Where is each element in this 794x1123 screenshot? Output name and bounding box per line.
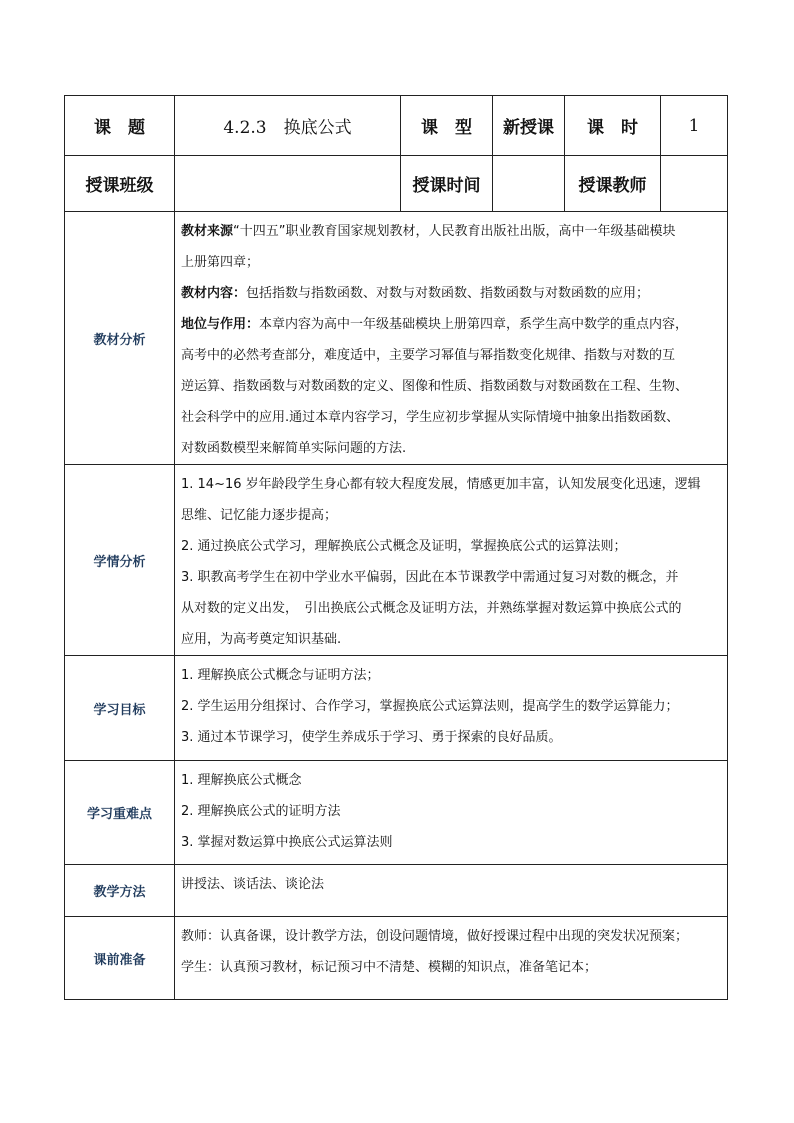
topic-label: 课 题 — [65, 96, 175, 156]
section-content-preparation — [175, 917, 728, 1000]
content-line: 2. 学生运用分组探讨、合作学习，掌握换底公式运算法则，提高学生的数学运算能力； — [181, 699, 679, 714]
content-line: 对数函数模型来解简单实际问题的方法. — [181, 441, 407, 456]
content-line: 2. 理解换底公式的证明方法 — [181, 804, 341, 819]
lesson-plan-table — [64, 95, 728, 1000]
content-line: 上册第四章； — [181, 255, 260, 270]
hours-label: 课 时 — [565, 96, 661, 156]
section-row-materials — [65, 212, 728, 465]
inline-heading: 教材来源 — [181, 224, 234, 239]
topic-value: 4.2.3 换底公式 — [175, 96, 401, 156]
content-line: 高考中的必然考查部分，难度适中，主要学习幂值与幂指数变化规律、指数与对数的互 — [181, 348, 676, 363]
section-row-methods — [65, 865, 728, 917]
content-line: 1. 14~16 岁年龄段学生身心都有较大程度发展，情感更加丰富，认知发展变化迅速，逻辑 — [181, 477, 701, 492]
type-label: 课 型 — [401, 96, 493, 156]
content-line: 逆运算、指数函数与对数函数的定义、图像和性质、指数函数与对数函数在工程、生物、 — [181, 379, 689, 394]
time-value — [493, 156, 565, 212]
content-line: 讲授法、谈话法、谈论法 — [181, 877, 325, 892]
time-label: 授课时间 — [401, 156, 493, 212]
header-row-1 — [65, 96, 728, 156]
content-line: 地位与作用：本章内容为高中一年级基础模块上册第四章，系学生高中数学的重点内容， — [181, 317, 689, 332]
content-line: 3. 职教高考学生在初中学业水平偏弱，因此在本节课教学中需通过复习对数的概念，并 — [181, 570, 679, 585]
content-line: 3. 通过本节课学习，使学生养成乐于学习、勇于探索的良好品质。 — [181, 730, 562, 745]
section-content-materials — [175, 212, 728, 465]
class-label: 授课班级 — [65, 156, 175, 212]
teacher-value — [661, 156, 728, 212]
section-label-key-points: 学习重难点 — [65, 761, 175, 865]
section-row-key-points — [65, 761, 728, 865]
section-row-goals — [65, 656, 728, 761]
content-line: 应用，为高考奠定知识基础. — [181, 632, 342, 647]
section-row-preparation — [65, 917, 728, 1000]
inline-heading: 教材内容： — [181, 286, 247, 301]
section-content-key-points — [175, 761, 728, 865]
content-line: 学生：认真预习教材，标记预习中不清楚、模糊的知识点，准备笔记本； — [181, 960, 598, 975]
section-label-methods: 教学方法 — [65, 865, 175, 917]
hours-value: 1 — [661, 96, 728, 156]
section-label-preparation: 课前准备 — [65, 917, 175, 1000]
section-content-methods — [175, 865, 728, 917]
content-line: 1. 理解换底公式概念与证明方法； — [181, 668, 380, 683]
content-line: 教师：认真备课，设计教学方法，创设问题情境，做好授课过程中出现的突发状况预案； — [181, 929, 689, 944]
teacher-label: 授课教师 — [565, 156, 661, 212]
section-label-materials: 教材分析 — [65, 212, 175, 465]
content-line: 教材来源“十四五”职业教育国家规划教材，人民教育出版社出版，高中一年级基础模块 — [181, 224, 676, 239]
content-line: 从对数的定义出发， 引出换底公式概念及证明方法，并熟练掌握对数运算中换底公式的 — [181, 601, 682, 616]
header-row-2 — [65, 156, 728, 212]
type-value: 新授课 — [493, 96, 565, 156]
content-line: 2. 通过换底公式学习，理解换底公式概念及证明，掌握换底公式的运算法则； — [181, 539, 627, 554]
content-line: 1. 理解换底公式概念 — [181, 773, 302, 788]
content-line: 教材内容：包括指数与指数函数、对数与对数函数、指数函数与对数函数的应用； — [181, 286, 650, 301]
section-content-students — [175, 465, 728, 656]
inline-heading: 地位与作用： — [181, 317, 260, 332]
content-line: 社会科学中的应用.通过本章内容学习，学生应初步掌握从实际情境中抽象出指数函数、 — [181, 410, 680, 425]
class-value — [175, 156, 401, 212]
content-line: 思维、记忆能力逐步提高； — [181, 508, 338, 523]
section-row-students — [65, 465, 728, 656]
section-label-goals: 学习目标 — [65, 656, 175, 761]
section-label-students: 学情分析 — [65, 465, 175, 656]
content-line: 3. 掌握对数运算中换底公式运算法则 — [181, 835, 393, 850]
section-content-goals — [175, 656, 728, 761]
